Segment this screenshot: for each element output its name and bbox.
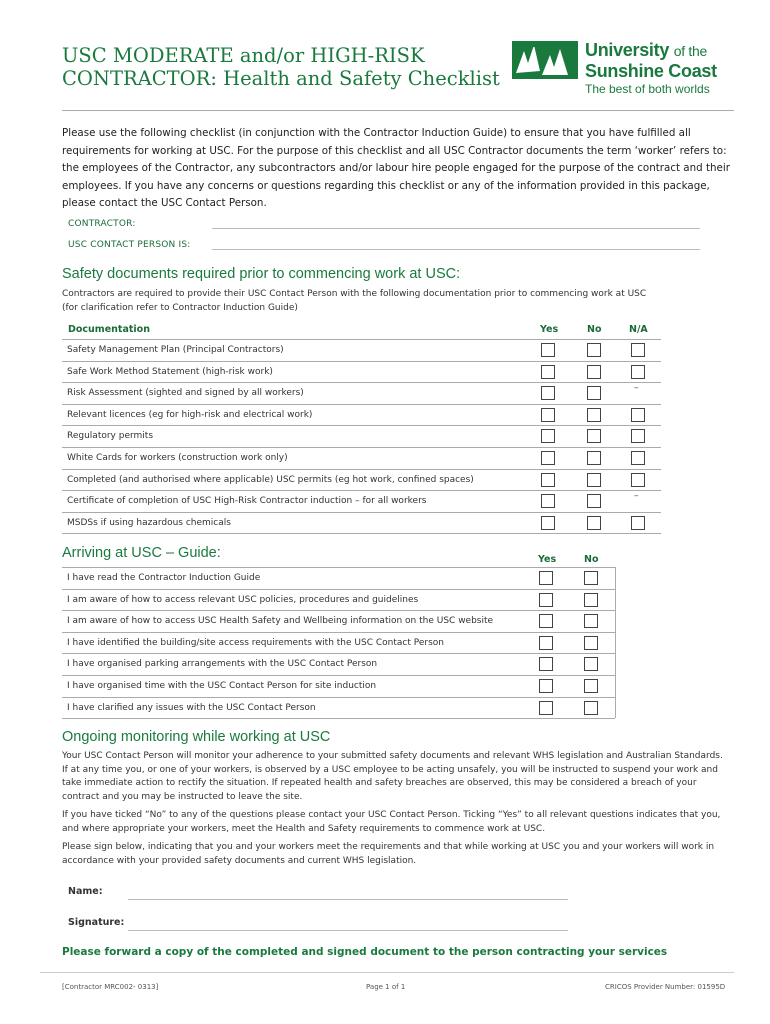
contact-person-field[interactable] [212, 249, 700, 250]
logo-sunshine-coast: Sunshine Coast [585, 61, 717, 81]
title-line-2 [62, 67, 500, 90]
footer-cricos: CRICOS Provider Number: 01595D [605, 983, 726, 991]
page-title [62, 44, 500, 90]
na-checkbox[interactable] [631, 451, 645, 465]
na-dash: – [634, 383, 639, 394]
name-field[interactable] [128, 899, 568, 900]
no-checkbox[interactable] [584, 614, 598, 628]
yes-checkbox[interactable] [539, 657, 553, 671]
contact-person-label: USC CONTACT PERSON IS: [68, 240, 191, 250]
logo-wordmark [585, 40, 717, 81]
no-checkbox[interactable] [587, 429, 601, 443]
yes-checkbox[interactable] [541, 516, 555, 530]
no-checkbox[interactable] [584, 701, 598, 715]
monitoring-para-1: Your USC Contact Person will monitor your adherence to your submitted safety documents and relevant WHS legislation and Australian Standards. If at any time you, or one of your workers, is observed by a USC employee to be acting unsafely, you will be instructed to suspend your work and take immediate action to rectify the situation. If repeated health and safety breaches are observed, this may be considered a breach of your contract and you may be instructed to leave the site. [62, 751, 723, 802]
col-na: N/A [629, 324, 648, 335]
logo-university: University [585, 40, 670, 60]
na-checkbox[interactable] [631, 516, 645, 530]
no-checkbox[interactable] [587, 408, 601, 422]
forward-note: Please forward a copy of the completed and signed document to the person contracting your services [62, 946, 668, 958]
table-row: I am aware of how to access USC Health Safety and Wellbeing information on the USC website [62, 610, 615, 632]
table-row: Safe Work Method Statement (high-risk work) [62, 361, 661, 383]
table-row: I have read the Contractor Induction Guide [62, 567, 615, 589]
no-checkbox[interactable] [584, 636, 598, 650]
safety-docs-subtext-2: (for clarification refer to Contractor Induction Guide) [62, 303, 298, 313]
signature-field[interactable] [128, 930, 568, 931]
table-right-border [615, 567, 616, 718]
footer-divider [40, 972, 734, 973]
table-row: Completed (and authorised where applicable) USC permits (eg hot work, confined spaces) [62, 469, 661, 491]
header-divider [62, 110, 734, 111]
table-row: Safety Management Plan (Principal Contractors) [62, 339, 661, 361]
table-bottom-border [62, 718, 615, 719]
no-checkbox[interactable] [587, 343, 601, 357]
no-checkbox[interactable] [584, 593, 598, 607]
title-subtitle: Health and Safety Checklist [216, 67, 500, 90]
no-checkbox[interactable] [584, 657, 598, 671]
na-checkbox[interactable] [631, 408, 645, 422]
col-yes: Yes [540, 324, 559, 335]
yes-checkbox[interactable] [539, 636, 553, 650]
no-checkbox[interactable] [587, 386, 601, 400]
monitoring-heading: Ongoing monitoring while working at USC [62, 729, 331, 745]
no-checkbox[interactable] [587, 365, 601, 379]
table-row: Relevant licences (eg for high-risk and electrical work) [62, 404, 661, 426]
arriving-col-yes: Yes [538, 554, 557, 565]
yes-checkbox[interactable] [539, 614, 553, 628]
title-contractor: CONTRACTOR: [62, 67, 217, 90]
footer-doc-ref: [Contractor MRC002- 0313] [62, 983, 159, 991]
contractor-label: CONTRACTOR: [68, 219, 136, 229]
no-checkbox[interactable] [587, 494, 601, 508]
table-row: Risk Assessment (sighted and signed by all workers) [62, 382, 661, 404]
yes-checkbox[interactable] [539, 679, 553, 693]
yes-checkbox[interactable] [541, 343, 555, 357]
na-checkbox[interactable] [631, 473, 645, 487]
footer-page: Page 1 of 1 [366, 983, 406, 991]
yes-checkbox[interactable] [539, 701, 553, 715]
col-no: No [587, 324, 602, 335]
safety-docs-heading: Safety documents required prior to commencing work at USC: [62, 266, 461, 282]
contractor-field[interactable] [212, 228, 700, 229]
table-row: I have identified the building/site access requirements with the USC Contact Person [62, 632, 615, 654]
usc-logo-icon [512, 41, 578, 79]
monitoring-para-2: If you have ticked “No” to any of the questions please contact your USC Contact Person. Ticking “Yes” to all relevant questions indicates that you, and where appropriate your workers, meet the Health and Safety requirements to commence work at USC. [62, 810, 721, 834]
safety-docs-subtext-1: Contractors are required to provide their USC Contact Person with the following documentation prior to commencing work at USC [62, 289, 647, 299]
yes-checkbox[interactable] [541, 429, 555, 443]
table-row: White Cards for workers (construction work only) [62, 447, 661, 469]
yes-checkbox[interactable] [539, 571, 553, 585]
no-checkbox[interactable] [584, 571, 598, 585]
na-checkbox[interactable] [631, 365, 645, 379]
table-row: Regulatory permits [62, 425, 661, 447]
logo-tagline: The best of both worlds [585, 82, 710, 96]
yes-checkbox[interactable] [541, 494, 555, 508]
intro-paragraph: Please use the following checklist (in conjunction with the Contractor Induction Guide) to ensure that you have fulfilled all requirements for working at USC. For the purpose of this checklist and all USC Contractor documents the term ‘worker’ refers to: the employees of the Contractor, any subcontractors and/or labour hire people engaged for the purpose of the contract and their employees. If you have any concerns or questions regarding this checklist or any of the information provided in this package, please contact the USC Contact Person. [62, 127, 730, 209]
table-row: MSDSs if using hazardous chemicals [62, 512, 661, 534]
name-label: Name: [68, 886, 103, 897]
table-row: I have organised time with the USC Contact Person for site induction [62, 675, 615, 697]
safety-docs-subtext [62, 287, 732, 315]
yes-checkbox[interactable] [541, 451, 555, 465]
arriving-heading: Arriving at USC – Guide: [62, 545, 221, 561]
col-documentation: Documentation [68, 324, 150, 335]
title-line-1: USC MODERATE and/or HIGH-RISK [62, 44, 425, 67]
yes-checkbox[interactable] [541, 386, 555, 400]
no-checkbox[interactable] [584, 679, 598, 693]
na-checkbox[interactable] [631, 429, 645, 443]
logo-of-the: of the [673, 43, 707, 59]
table-bottom-border [62, 533, 661, 534]
no-checkbox[interactable] [587, 473, 601, 487]
table-row: I have organised parking arrangements with the USC Contact Person [62, 653, 615, 675]
signature-label: Signature: [68, 917, 125, 928]
arriving-col-no: No [584, 554, 599, 565]
na-checkbox[interactable] [631, 343, 645, 357]
table-row: Certificate of completion of USC High-Risk Contractor induction – for all workers [62, 490, 661, 512]
monitoring-para-3: Please sign below, indicating that you and your workers meet the requirements and that while working at USC you and your workers will work in accordance with your provided safety documents and current WHS legislation. [62, 842, 715, 866]
no-checkbox[interactable] [587, 516, 601, 530]
yes-checkbox[interactable] [541, 408, 555, 422]
yes-checkbox[interactable] [539, 593, 553, 607]
table-row: I have clarified any issues with the USC Contact Person [62, 697, 615, 719]
table-row: I am aware of how to access relevant USC policies, procedures and guidelines [62, 589, 615, 611]
no-checkbox[interactable] [587, 451, 601, 465]
yes-checkbox[interactable] [541, 473, 555, 487]
yes-checkbox[interactable] [541, 365, 555, 379]
na-dash: – [634, 491, 639, 502]
